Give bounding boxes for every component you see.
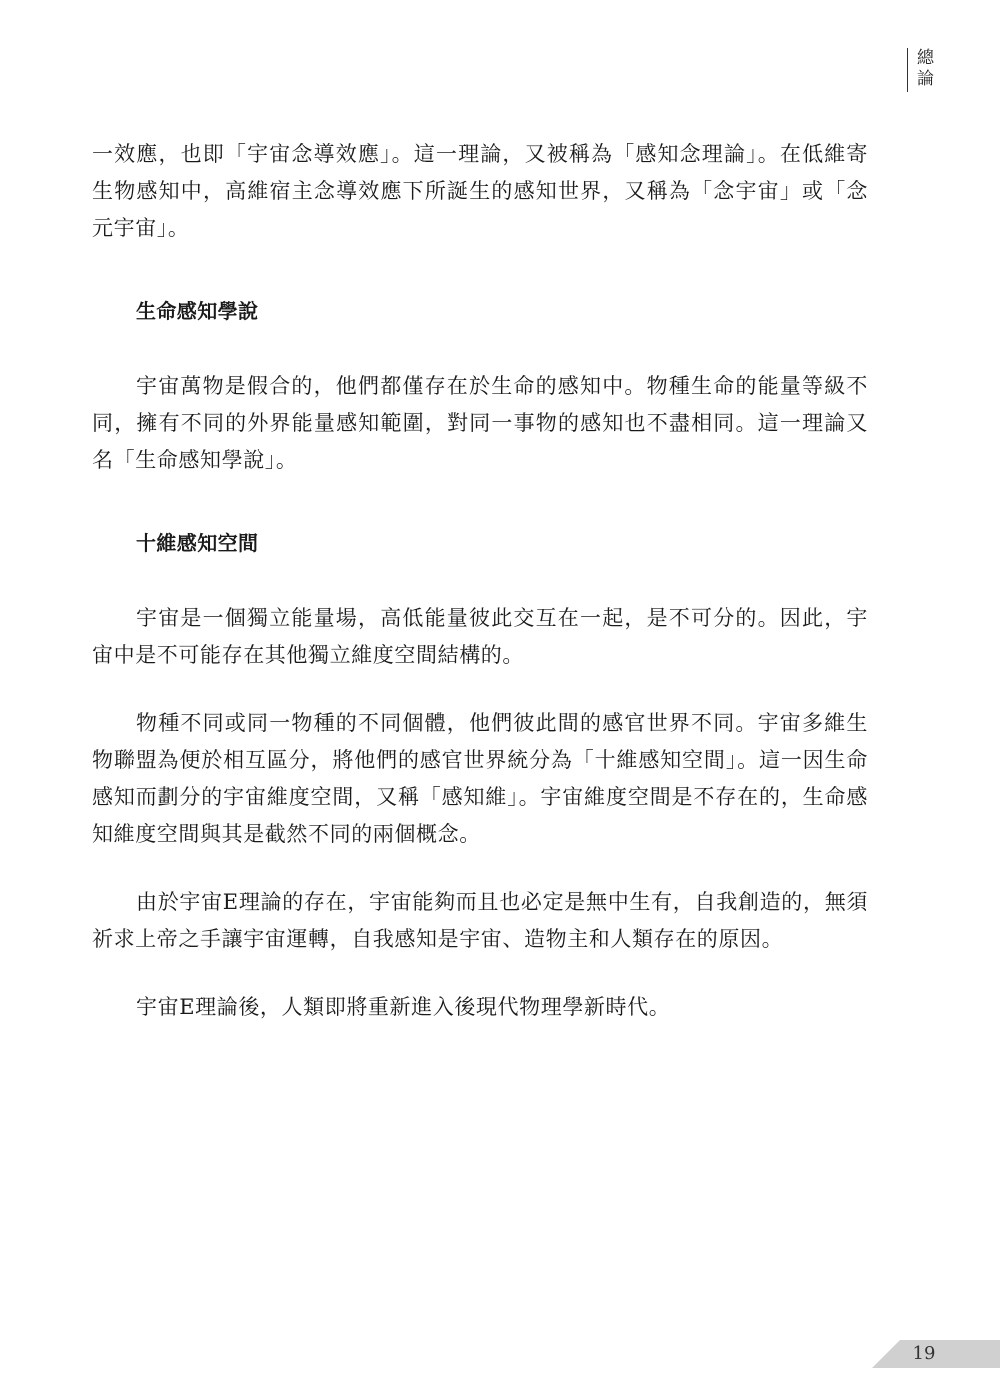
paragraph-sensory-worlds: 物種不同或同一物種的不同個體，他們彼此間的感官世界不同。宇宙多維生物聯盟為便於相互區分，將他們的感官世界統分為「十維感知空間」。這一因生命感知而劃分的宇宙維度空間，又稱「感知維」。宇宙維度空間是不存在的，生命感知維度空間與其是截然不同的兩個概念。 <box>92 711 868 846</box>
paragraph-e-theory: 由於宇宙E理論的存在，宇宙能夠而且也必定是無中生有，自我創造的，無須祈求上帝之手讓宇宙運轉，自我感知是宇宙、造物主和人類存在的原因。 <box>92 890 868 951</box>
paragraph-energy-field: 宇宙是一個獨立能量場，高低能量彼此交互在一起，是不可分的。因此，宇宙中是不可能存在其他獨立維度空間結構的。 <box>92 606 868 667</box>
page-number: 19 <box>912 1343 936 1364</box>
chapter-label: 總論 <box>907 48 939 92</box>
section-heading-life-perception: 生命感知學說 <box>136 299 259 323</box>
paragraph-continued: 一效應，也即「宇宙念導效應」。這一理論，又被稱為「感知念理論」。在低維寄生物感知中，高維宿主念導效應下所誕生的感知世界，又稱為「念宇宙」或「念元宇宙」。 <box>92 142 868 240</box>
page-body <box>92 136 868 1026</box>
paragraph-life-perception: 宇宙萬物是假合的，他們都僅存在於生命的感知中。物種生命的能量等級不同，擁有不同的外界能量感知範圍，對同一事物的感知也不盡相同。這一理論又名「生命感知學說」。 <box>92 374 868 472</box>
paragraph-new-era: 宇宙E理論後，人類即將重新進入後現代物理學新時代。 <box>136 995 671 1019</box>
section-heading-ten-dimensions: 十維感知空間 <box>136 531 259 555</box>
